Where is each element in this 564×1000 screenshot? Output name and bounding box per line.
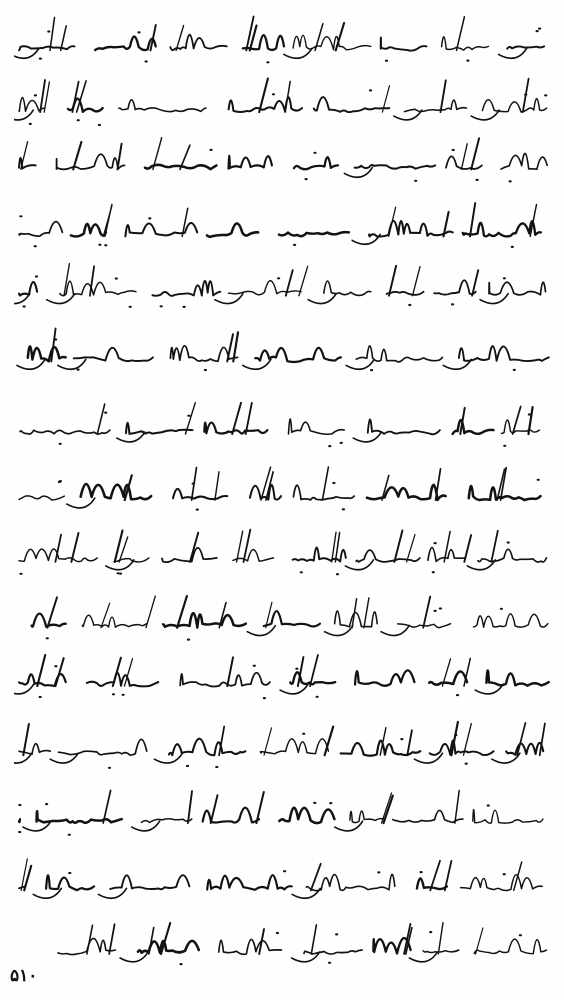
handwriting-strokes	[14, 852, 554, 910]
handwriting-strokes	[14, 198, 554, 256]
manuscript-line	[14, 524, 554, 582]
manuscript-line	[14, 462, 554, 520]
manuscript-line	[14, 916, 554, 974]
manuscript-line	[14, 852, 554, 910]
manuscript-line	[14, 262, 554, 320]
handwriting-strokes	[14, 786, 554, 844]
handwriting-strokes	[14, 76, 554, 134]
handwriting-strokes	[14, 462, 554, 520]
manuscript-line	[14, 134, 554, 192]
manuscript-line	[14, 76, 554, 134]
handwriting-strokes	[14, 396, 554, 454]
manuscript-line	[14, 14, 554, 72]
manuscript-line	[14, 396, 554, 454]
handwriting-strokes	[14, 326, 554, 384]
manuscript-line	[14, 652, 554, 710]
manuscript-line	[14, 326, 554, 384]
manuscript-line	[14, 198, 554, 256]
manuscript-line	[14, 786, 554, 844]
manuscript-line	[14, 720, 554, 778]
manuscript-line	[14, 592, 554, 650]
handwriting-strokes	[14, 14, 554, 72]
handwriting-strokes	[14, 652, 554, 710]
handwriting-strokes	[14, 524, 554, 582]
page-number: ۵۱۰	[10, 966, 38, 986]
handwriting-strokes	[14, 262, 554, 320]
handwriting-strokes	[14, 134, 554, 192]
handwriting-strokes	[14, 916, 554, 974]
handwriting-strokes	[14, 720, 554, 778]
handwriting-strokes	[14, 592, 554, 650]
